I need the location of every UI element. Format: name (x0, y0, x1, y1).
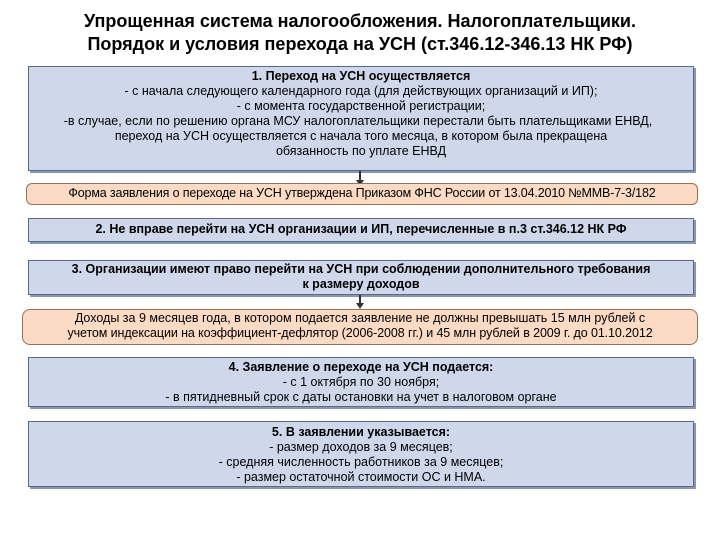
box5-line: - размер доходов за 9 месяцев; (269, 440, 453, 454)
box-filing-period (28, 357, 694, 407)
box1-line: переход на УСН осуществляется с начала того месяца, в котором была прекращена (114, 129, 608, 143)
box4-heading: 4. Заявление о переходе на УСН подается: (228, 360, 494, 374)
box3-line-2: к размеру доходов (302, 277, 420, 291)
box-transition-timing (28, 66, 694, 171)
box3-line-1: 3. Организации имеют право перейти на УСН при соблюдении дополнительного требования (71, 262, 651, 276)
income-note-line-2: учетом индексации на коэффициент-дефлятор (2006-2008 гг.) и 45 млн рублей в 2009 г. до 01.10.2012 (67, 326, 653, 340)
form-order-note (26, 183, 698, 205)
box-additional-requirement (28, 260, 694, 295)
box5-line: - средняя численность работников за 9 месяцев; (218, 455, 504, 469)
page-title (0, 10, 720, 56)
form-order-text: Форма заявления о переходе на УСН утверждена Приказом ФНС России от 13.04.2010 №ММВ-7-3/182 (68, 186, 656, 200)
box2-text: 2. Не вправе перейти на УСН организации и ИП, перечисленные в п.3 ст.346.12 НК РФ (95, 222, 627, 236)
box5-line: - размер остаточной стоимости ОС и НМА. (236, 470, 486, 484)
box1-line: обязанность по уплате ЕНВД (275, 144, 447, 158)
income-limit-note (22, 309, 698, 345)
box1-line: - с момента государственной регистрации; (236, 99, 486, 113)
box5-heading: 5. В заявлении указывается: (271, 425, 451, 439)
title-line-1: Упрощенная система налогообложения. Налогоплательщики. (84, 11, 636, 31)
box-not-eligible (28, 218, 694, 242)
title-line-2: Порядок и условия перехода на УСН (ст.346.12-346.13 НК РФ) (87, 34, 633, 54)
box-application-contents (28, 421, 694, 487)
box4-line: - с 1 октября по 30 ноября; (282, 375, 440, 389)
box1-line: -в случае, если по решению органа МСУ налогоплательщики перестали быть плательщиками ЕНВД, (63, 114, 653, 128)
box4-line: - в пятидневный срок с даты остановки на учет в налоговом органе (165, 390, 557, 404)
income-note-line-1: Доходы за 9 месяцев года, в котором подается заявление не должны превышать 15 млн рублей с (74, 311, 646, 325)
box1-line: - с начала следующего календарного года (для действующих организаций и ИП); (124, 84, 598, 98)
box1-heading: 1. Переход на УСН осуществляется (251, 69, 471, 83)
